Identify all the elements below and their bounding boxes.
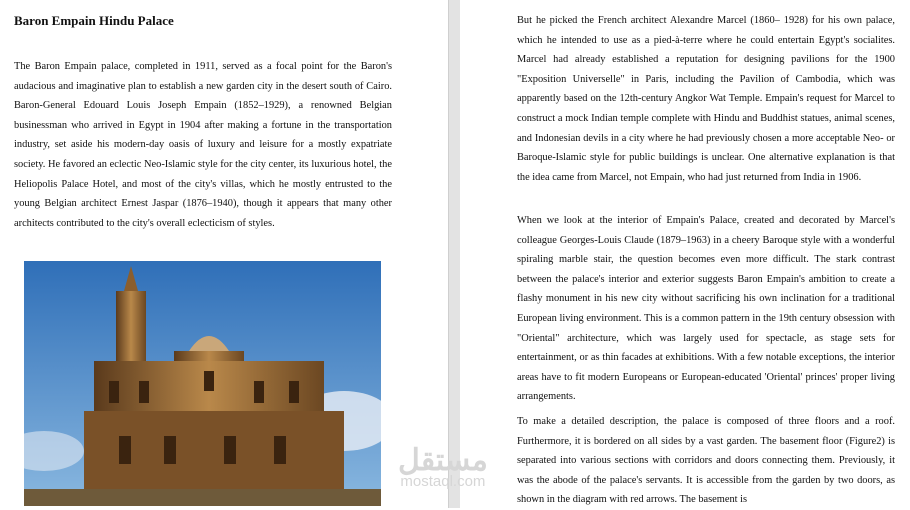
watermark-arabic: مستقل [398, 444, 488, 477]
paragraph-description: To make a detailed description, the palace is composed of three floors and a roof. Furthermore, it is bordered on all sides by a vast garden. The basement floor (Figure2) is separated into various sections with corridors and doors connecting them. Previously, it was the abode of the palace's servants. It is accessible from the garden by two doors, as shown in the diagram with red arrows. The basement is [517, 416, 895, 506]
left-page [0, 0, 448, 508]
document-title: Baron Empain Hindu Palace [14, 13, 174, 28]
watermark-latin: mostaql.com [400, 473, 486, 490]
paragraph-intro: The Baron Empain palace, completed in 1911, served as a focal point for the Baron's audacious and imaginative plan to establish a new garden city in the desert south of Cairo. Baron-General Edouard Louis Joseph Empain (1852–1929), a renowned Belgian businessman who arrived in Egypt in 1904 after making a fortune in the transportation industry, set aside his modern-day oasis of luxury and leisure for a mostly expatriate society. He favored an eclectic Neo-Islamic style for the city center, its luxurious hotel, the Heliopolis Palace Hotel, and most of the city's villas, which he mostly entrusted to the young Belgian architect Ernest Jaspar (1876–1940), though it appears that many other architects contributed to the city's overall eclecticism of styles. [14, 61, 392, 229]
palace-photo [24, 261, 381, 506]
right-page [460, 0, 910, 508]
watermark [398, 444, 488, 490]
paragraph-interior: When we look at the interior of Empain's Palace, created and decorated by Marcel's colleague Georges-Louis Claude (1879–1963) in a cheery Baroque style with a wonderful spiraling marble stair, the question becomes even more difficult. The stark contrast between the palace's interior and exterior suggests Baron Empain's ambition to create a flashy monument in his new city without sacrificing his own inclination for a traditional European living environment. This is a common pattern in the 19th century obsession with "Oriental" architecture, which was largely used for spectacle, as stage sets for entertainment, or as thin facades at exhibitions. With a few notable exceptions, the interior areas have to fit modern Europeans or European-educated 'Oriental' princes' proper living arrangements. [517, 215, 895, 403]
paragraph-architect: But he picked the French architect Alexandre Marcel (1860– 1928) for his own palace, which he intended to use as a pied-à-terre where he could entertain Egypt's socialites. Marcel had already established a reputation for designing pavilions for the 1900 "Exposition Universelle" in Paris, including the Pavilion of Cambodia, which was apparently based on the 12th-century Angkor Wat Temple. Empain's request for Marcel to construct a mock Indian temple complete with Hindu and Buddhist statues, animal scenes, and Indonesian devils in a city where he had previously chosen a more acceptable Neo- or Baroque-Islamic style for public buildings is unclear. One alternative explanation is that the idea came from Marcel, not Empain, who had just returned from India in 1906. [517, 15, 895, 183]
